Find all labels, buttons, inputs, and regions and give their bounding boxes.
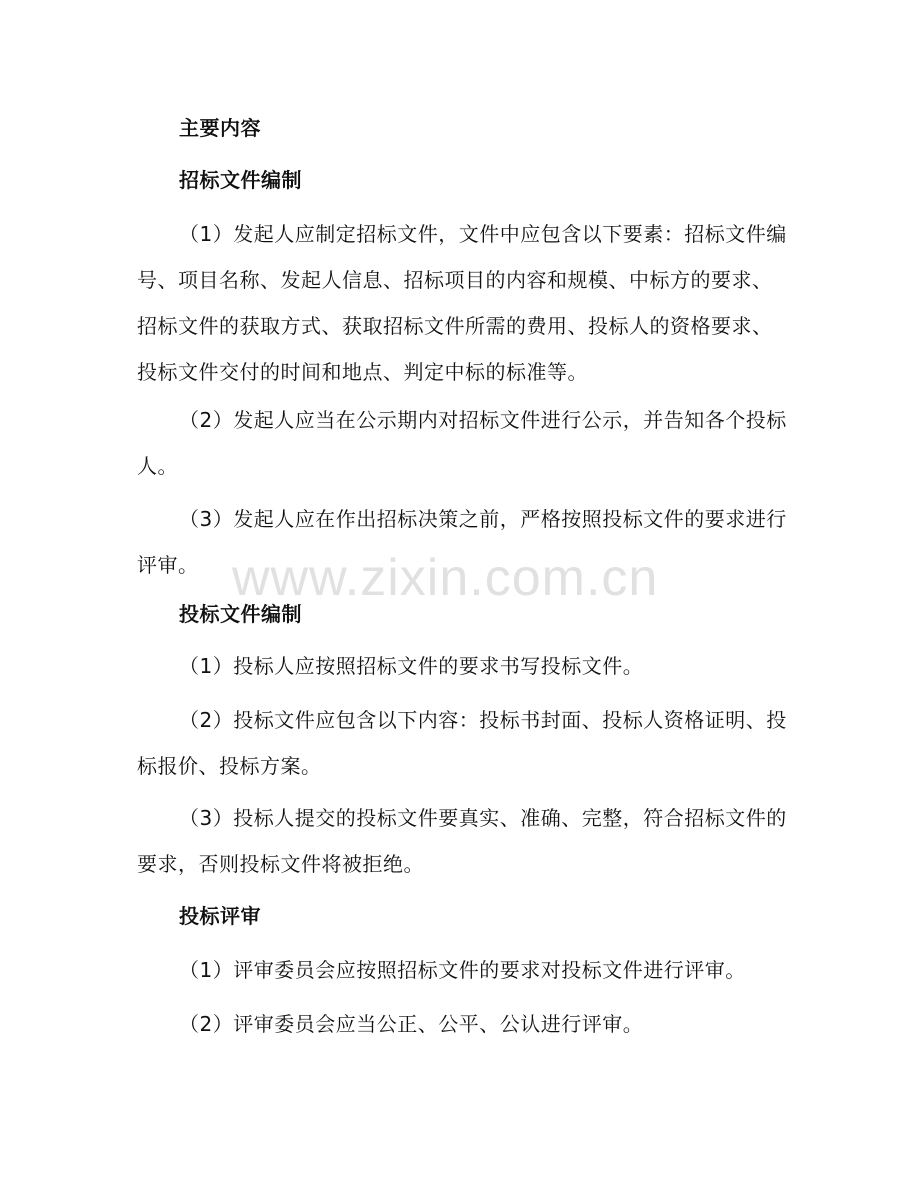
bid-doc-paragraph-2: （2）发起人应当在公示期内对招标文件进行公示，并告知各个投标人。: [137, 408, 787, 478]
section-title-tender-document: 投标文件编制: [179, 602, 302, 626]
bid-doc-paragraph-3: （3）发起人应在作出招标决策之前，严格按照投标文件的要求进行评审。: [137, 507, 787, 577]
review-paragraph-1: （1）评审委员会应按照招标文件的要求对投标文件进行评审。: [179, 958, 746, 982]
tender-doc-paragraph-1: （1）投标人应按照招标文件的要求书写投标文件。: [179, 654, 644, 678]
tender-doc-paragraph-2: （2）投标文件应包含以下内容：投标书封面、投标人资格证明、投标报价、投标方案。: [137, 708, 787, 778]
bid-doc-paragraph-1: （1）发起人应制定招标文件，文件中应包含以下要素：招标文件编号、项目名称、发起人信息、招标项目的内容和规模、中标方的要求、招标文件的获取方式、获取招标文件所需的费用、投标人的资格要求、投标文件交付的时间和地点、判定中标的标准等。: [137, 222, 787, 384]
tender-doc-paragraph-3: （3）投标人提交的投标文件要真实、准确、完整，符合招标文件的要求，否则投标文件将被拒绝。: [137, 806, 787, 876]
review-paragraph-2: （2）评审委员会应当公正、公平、公认进行评审。: [179, 1012, 644, 1036]
watermark: www.zixin.com.cn: [232, 549, 659, 607]
section-title-bid-document: 招标文件编制: [179, 168, 302, 192]
section-title-main-content: 主要内容: [179, 116, 261, 140]
section-title-bid-review: 投标评审: [179, 904, 261, 928]
